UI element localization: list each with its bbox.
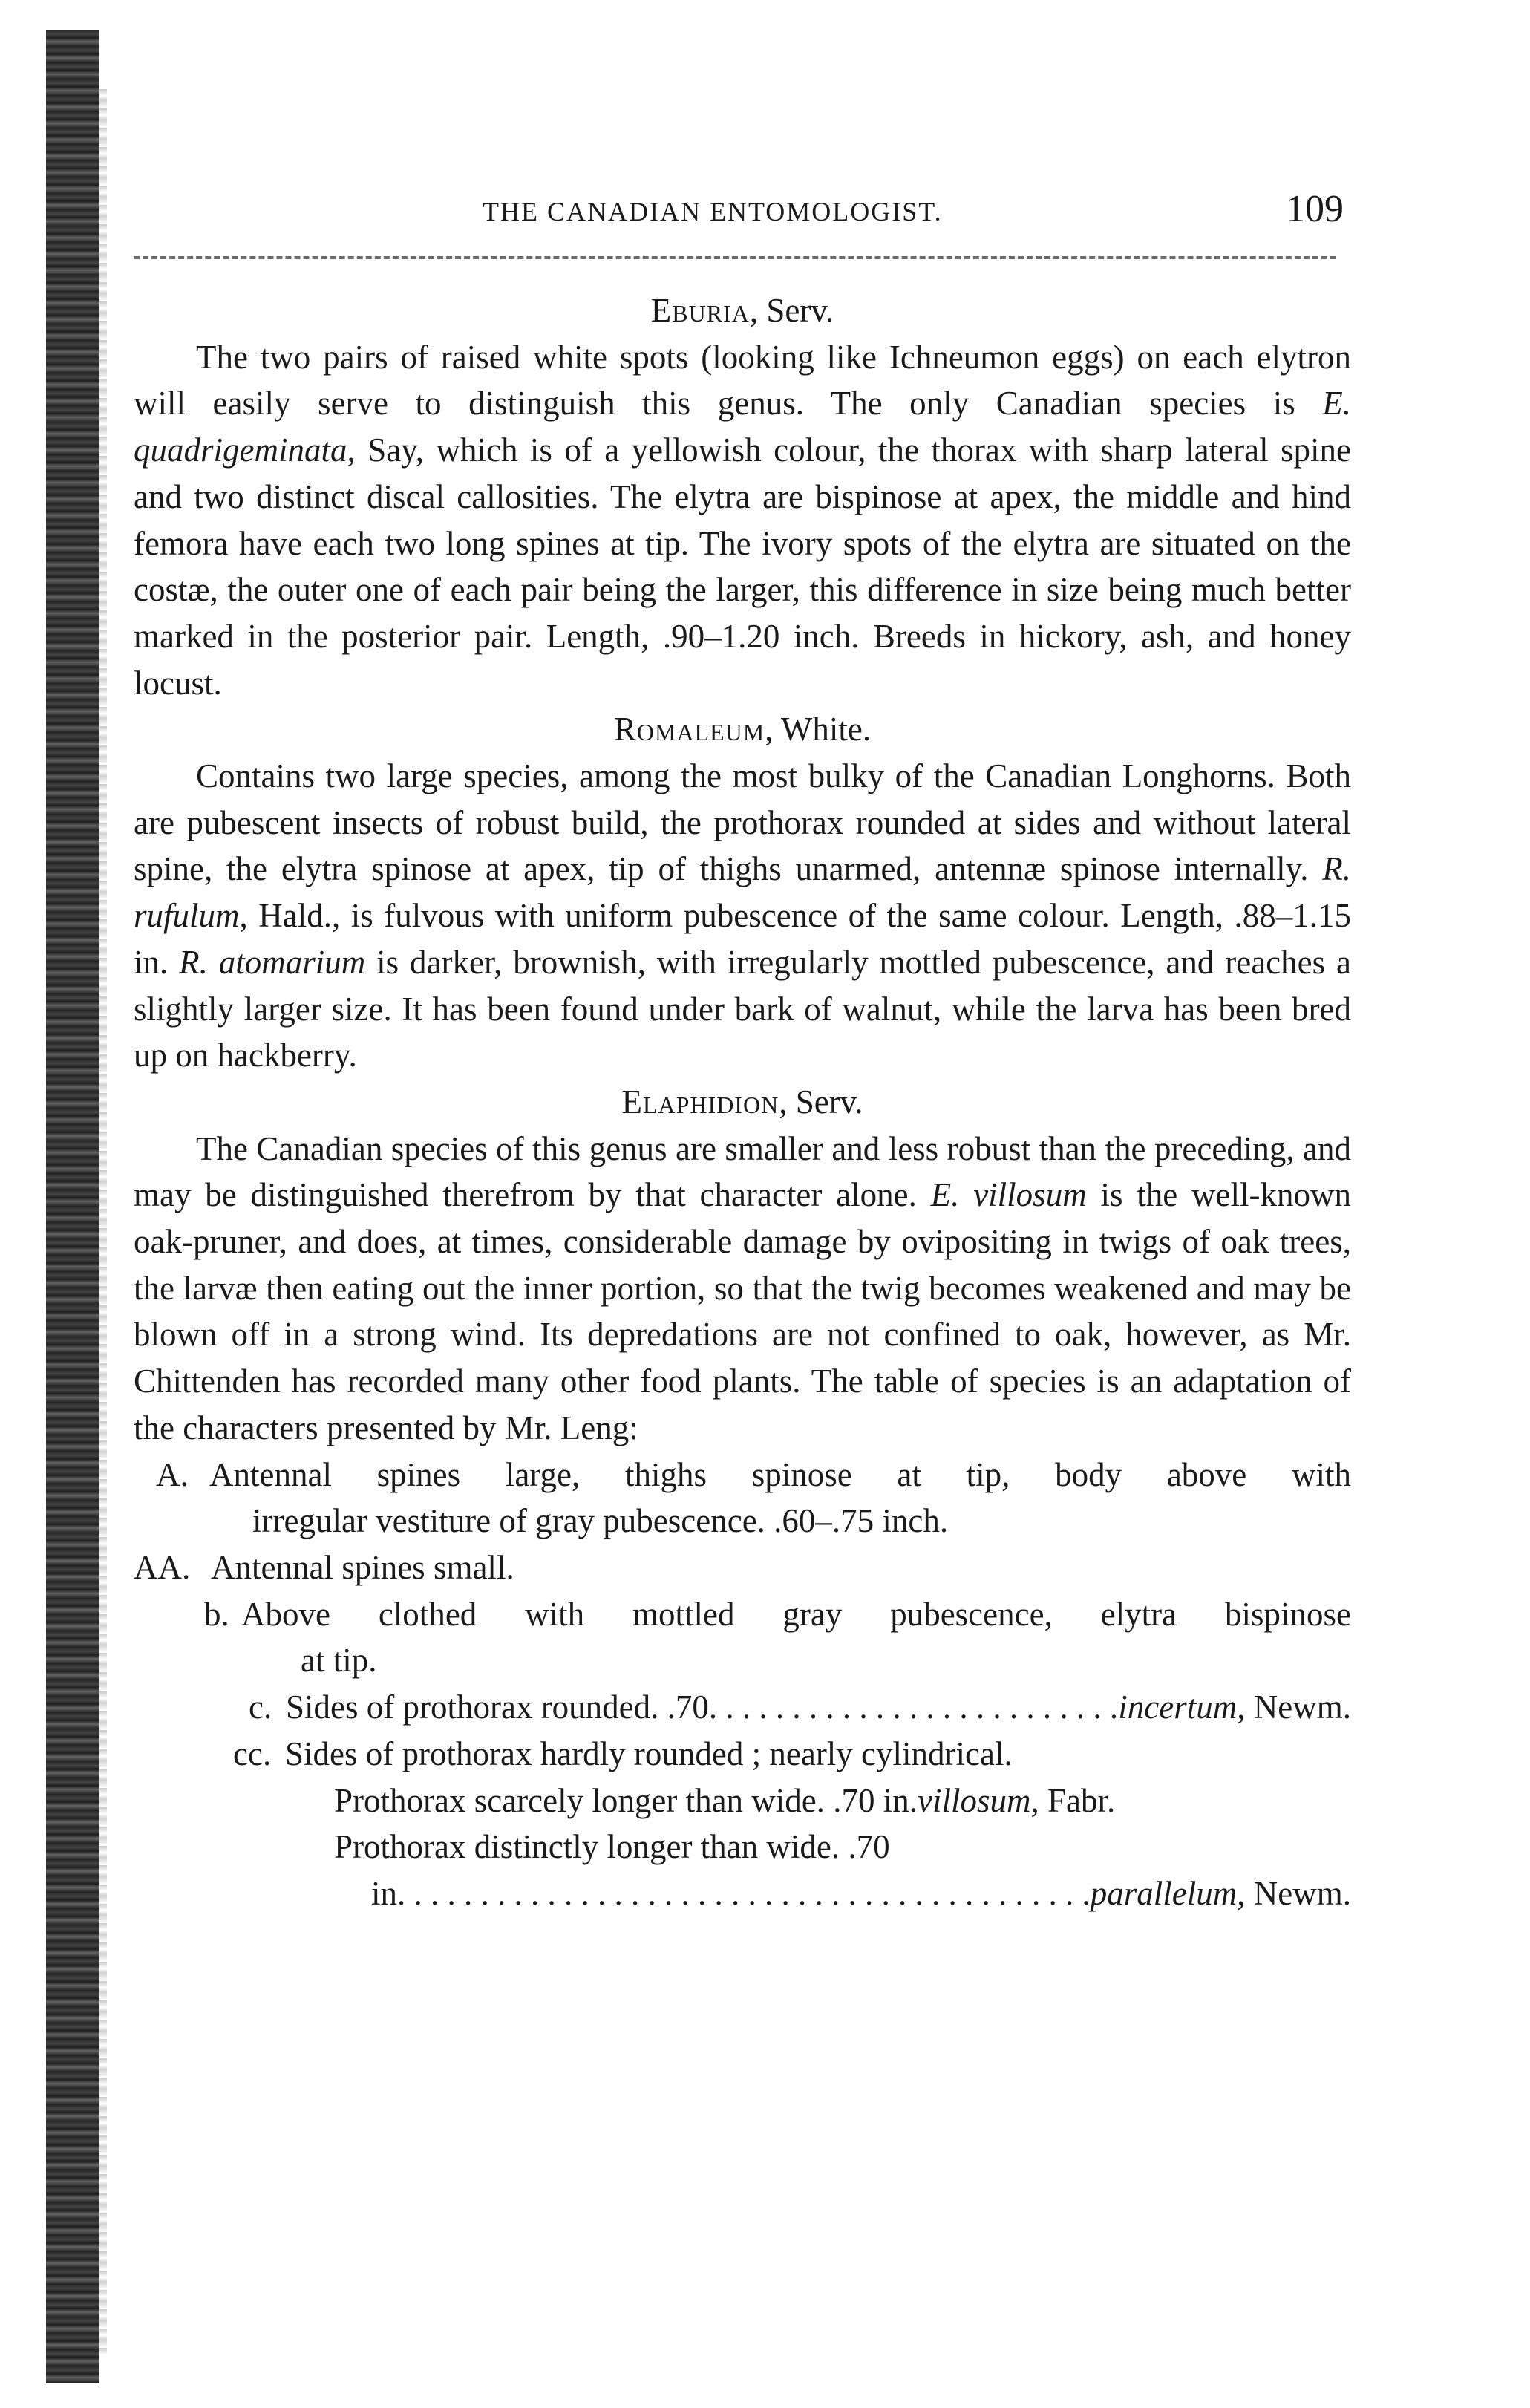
dot-leader [709, 1684, 1118, 1731]
eburia-paragraph [134, 334, 1351, 707]
genus-author: , Serv. [779, 1083, 863, 1120]
species-name: E. quadrigeminata [134, 385, 1351, 469]
key-text: Antennal spines small. [211, 1548, 514, 1586]
species-name: R. rufulum [134, 850, 1351, 935]
text-run: , Hald., is fulvous with uniform pubescence of the same colour. Length, .88–1.15 in. [134, 897, 1351, 981]
page [134, 189, 1351, 1917]
key-entry-c [134, 1684, 1351, 1731]
binding-shadow [99, 89, 107, 2354]
elaphidion-paragraph [134, 1126, 1351, 1452]
key-text: Above clothed with mottled gray pubescence, elytra bispinose [241, 1595, 1351, 1633]
genus-heading-elaphidion [134, 1079, 1351, 1126]
page-number: 109 [1286, 188, 1344, 230]
key-label: b. [204, 1595, 229, 1633]
key-entry-cc [134, 1731, 1351, 1778]
genus-author: , White. [765, 711, 872, 748]
key-label: A. [156, 1455, 189, 1493]
binding-edge [46, 30, 99, 2383]
key-entry-b-continued: at tip. [301, 1642, 377, 1680]
text-run: Contains two large species, among the most bulky of the Canadian Longhorns. Both are pubescent insects of robust build, the prothorax rounded at sides and without lateral spine, the elytra spinose at apex, tip of thighs unarmed, antennæ spinose internally. [134, 757, 1351, 888]
species-name: E. villosum [930, 1176, 1087, 1214]
genus-name: Elaphidion [621, 1083, 779, 1120]
key-entry-villosum [134, 1778, 1351, 1824]
text-run: The Canadian species of this genus are smaller and less robust than the preceding, and may be distinguished therefrom by that character alone. [134, 1129, 1351, 1214]
running-title: THE CANADIAN ENTOMOLOGIST. [483, 197, 943, 226]
key-entry-b [134, 1591, 1351, 1638]
key-entry-parallelum-continued [134, 1870, 1351, 1917]
dot-leader [397, 1870, 1091, 1917]
key-text: Sides of prothorax hardly rounded ; nearly cylindrical. [285, 1735, 1013, 1772]
romaleum-paragraph [134, 753, 1351, 1079]
genus-name: Romaleum [613, 711, 765, 748]
genus-heading-romaleum [134, 706, 1351, 753]
species-author: , Newm. [1237, 1688, 1351, 1726]
species-name: incertum [1118, 1688, 1238, 1726]
key-entry-aa [134, 1544, 1351, 1591]
key-text: Antennal spines large, thighs spinose at tip, body above with [209, 1455, 1351, 1493]
species-name: R. atomarium [179, 943, 366, 981]
species-name: parallelum [1090, 1874, 1238, 1912]
species-key [134, 1452, 1351, 1917]
key-entry-a [134, 1452, 1351, 1498]
key-text: Sides of prothorax rounded. .70 [286, 1688, 709, 1726]
species-author: , Newm. [1237, 1874, 1351, 1912]
genus-author: , Serv. [749, 292, 834, 329]
text-run: The two pairs of raised white spots (looking like Ichneumon eggs) on each elytron will easily serve to distinguish this genus. The only Canadian species is [134, 338, 1351, 422]
key-text: Prothorax scarcely longer than wide. .70 in. [334, 1781, 918, 1819]
header-rule [134, 256, 1336, 259]
key-label: c. [249, 1688, 272, 1726]
genus-heading-eburia [134, 287, 1351, 334]
text-run: is the well-known oak-pruner, and does, at times, considerable damage by ovipositing in twigs of oak trees, the larvæ then eating out the inner portion, so that the twig becomes weakened and may be blown off in a strong wind. Its depredations are not confined to oak, however, as Mr. Chittenden has recorded many other food plants. The table of species is an adaptation of the characters presented by Mr. Leng: [134, 1176, 1351, 1446]
page-header [134, 189, 1351, 256]
text-run: is darker, brownish, with irregularly mottled pubescence, and reaches a slightly larger size. It has been found under bark of walnut, while the larva has been bred up on hackberry. [134, 943, 1351, 1074]
species-author: , Fabr. [1030, 1781, 1116, 1819]
key-entry-a-continued: irregular vestiture of gray pubescence. .60–.75 inch. [252, 1502, 949, 1540]
species-name: villosum [918, 1781, 1031, 1819]
genus-name: Eburia [650, 292, 750, 329]
key-text: Prothorax distinctly longer than wide. .70 [334, 1828, 890, 1866]
text-run: , Say, which is of a yellowish colour, the thorax with sharp lateral spine and two distinct discal callosities. The elytra are bispinose at apex, the middle and hind femora have each two long spines at tip. The ivory spots of the elytra are situated on the costæ, the outer one of each pair being the larger, this difference in size being much better marked in the posterior pair. Length, .90–1.20 inch. Breeds in hickory, ash, and honey locust. [134, 431, 1351, 702]
key-label: AA. [134, 1548, 191, 1586]
key-entry-parallelum [134, 1824, 1351, 1870]
key-text: in [371, 1874, 398, 1912]
key-label: cc. [233, 1735, 272, 1772]
